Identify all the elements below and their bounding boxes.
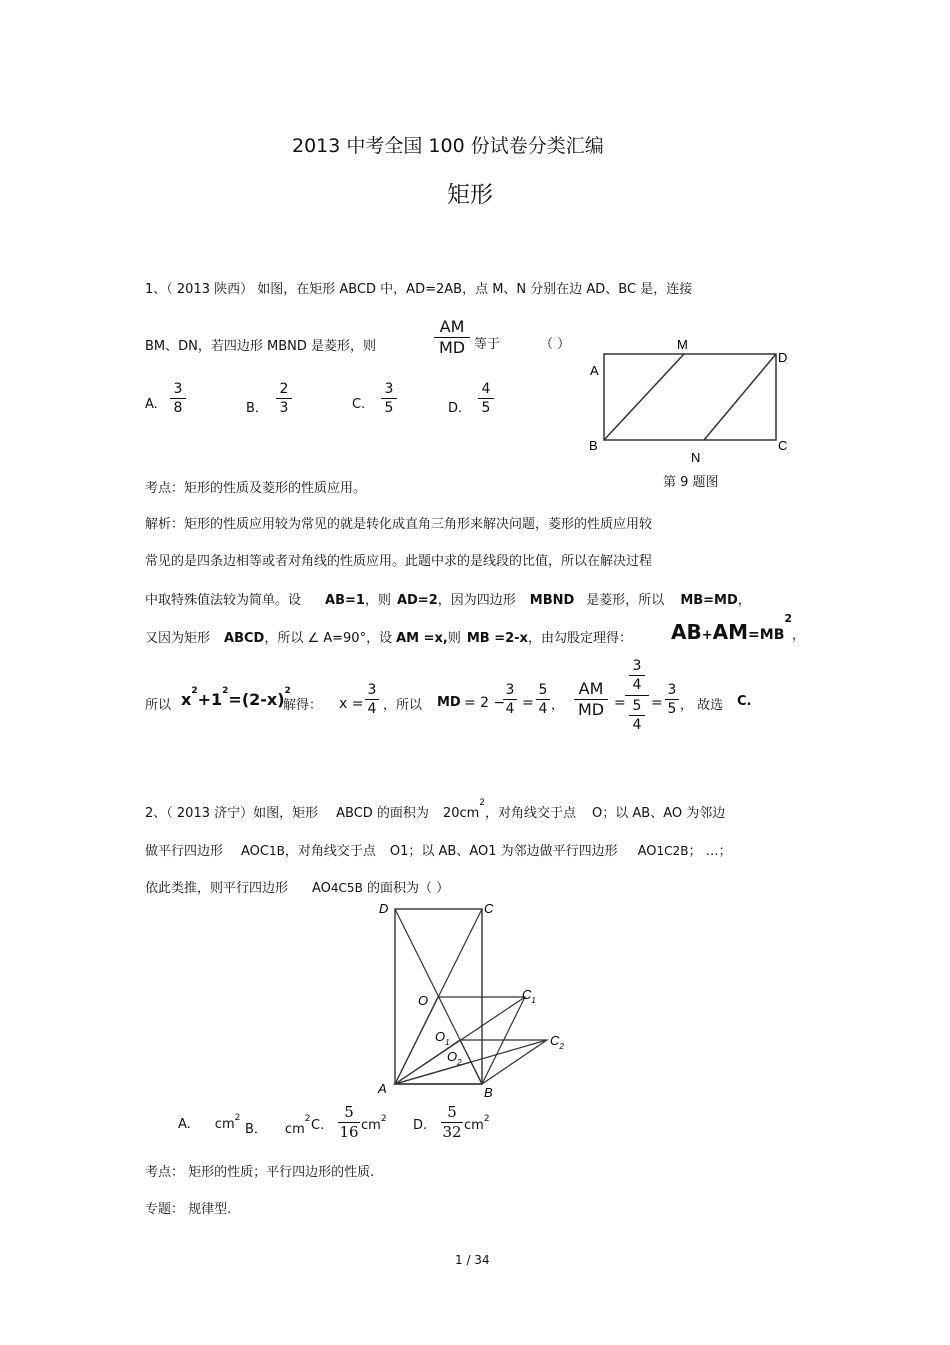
q1-frac-3-4-b: 3 4	[503, 682, 517, 717]
label-n: N	[691, 450, 701, 465]
q1-option-b-label: B．	[246, 401, 268, 416]
q1-frac-5-4: 5 4	[536, 682, 550, 717]
q1-suoyi: ，所以	[383, 698, 423, 713]
q1-option-a-frac: 3 8	[170, 381, 186, 416]
q2-kaodian: 考点： 矩形的性质；平行四边形的性质.	[145, 1165, 375, 1180]
segment-bm	[604, 354, 684, 440]
q1-answer: C.	[737, 694, 752, 709]
label-m: M	[677, 337, 688, 352]
q1-eq-sign-3: =	[651, 695, 663, 711]
q1-guxuan: ， 故选	[680, 698, 724, 713]
q1-jiexi-line3: 中取特殊值法较为简单。设 AB=1，则 AD=2，因为四边形 MBND 是菱形，所以 MB=MD，	[145, 593, 751, 608]
label-a: A	[590, 363, 599, 378]
q1-eq-sign-2: =	[614, 695, 626, 711]
q1-eq-sign-1: =	[522, 695, 534, 711]
label-c1: $C_1$	[522, 987, 536, 1005]
q2-option-d-label: D.	[413, 1118, 428, 1133]
page-number: 1 / 34	[455, 1253, 490, 1267]
q1-line1: 1、（ 2013 陕西） 如图，在矩形 ABCD 中，AD=2AB，点 M、N 分别在边 AD、BC 是，连接	[145, 282, 693, 297]
label-d: D	[778, 350, 788, 365]
q1-kaodian: 考点：矩形的性质及菱形的性质应用。	[145, 481, 367, 496]
q2-figure	[370, 895, 585, 1105]
label-o2: $O_2$	[447, 1049, 462, 1067]
segment-o2b	[471, 1062, 482, 1084]
q1-line2b: 等于	[474, 337, 501, 352]
q1-md-eq: = 2 −	[464, 695, 506, 711]
label-d: D	[379, 901, 389, 916]
q1-equation-2: $x^2+1^2=(2-x)^2$	[181, 686, 291, 709]
q1-option-d-frac: 4 5	[478, 381, 494, 416]
q2-option-b: B． $cm^2$	[245, 1114, 311, 1137]
q1-fraction-am-md: AM MD	[434, 318, 470, 358]
label-o1: $O_1$	[435, 1029, 450, 1047]
q1-jiexi-line1: 解析：矩形的性质应用较为常见的就是转化成直角三角形来解决问题，菱形的性质应用较	[145, 517, 653, 532]
q1-jiexi-line5a: 所以	[145, 698, 172, 713]
document-subtitle: 矩形	[447, 182, 493, 208]
q1-option-c-label: C.	[352, 397, 366, 412]
q1-option-a-label: A.	[145, 397, 158, 412]
q1-figure-caption: 第 9 题图	[663, 475, 719, 490]
q1-option-d-label: D．	[448, 401, 472, 416]
q1-solve-label: 解得：	[283, 698, 323, 713]
q1-frac-3-5: 3 5	[665, 682, 679, 717]
q1-frac-3-4: 3 4	[365, 682, 379, 717]
q1-paren: （ ）	[540, 337, 571, 352]
q2-option-c-label: C.	[311, 1118, 325, 1133]
label-o: O	[418, 993, 429, 1008]
q1-pythagoras-equation: $AB+AM=MB^2$，	[671, 612, 806, 644]
q1-md: MD	[437, 695, 461, 710]
q1-complex-fraction: 3 4 5 4	[629, 658, 645, 733]
label-c: C	[778, 438, 788, 453]
q1-line2a: BM、DN，若四边形 MBND 是菱形，则	[145, 339, 377, 354]
q2-line2: 做平行四边形 AOC1B，对角线交于点 O1；以 AB、AO1 为邻边做平行四边形 AO1C2B； …；	[145, 844, 732, 859]
rectangle-abcd	[604, 354, 776, 440]
label-a: A	[378, 1081, 387, 1096]
q2-option-d-unit: $cm^2$	[464, 1114, 490, 1133]
q1-jiexi-line2: 常见的是四条边相等或者对角线的性质应用。此题中求的是线段的比值，所以在解决过程	[145, 554, 653, 569]
label-b: B	[484, 1085, 493, 1100]
q1-figure	[580, 330, 800, 470]
q1-frac-am-md-2: AM MD	[574, 680, 608, 720]
label-b: B	[589, 438, 598, 453]
q1-x-eq: x =	[339, 696, 364, 712]
q1-option-b-frac: 2 3	[276, 381, 292, 416]
q2-option-c-unit: $cm^2$	[361, 1114, 387, 1133]
q1-option-c-frac: 3 5	[381, 381, 397, 416]
q2-option-c-frac: 5 16	[339, 1103, 359, 1142]
q2-option-a: A. $cm^2$	[178, 1113, 241, 1132]
label-c: C	[484, 901, 494, 916]
document-title: 2013 中考全国 100 份试卷分类汇编	[292, 135, 604, 157]
q1-comma: ，	[551, 698, 565, 713]
q2-option-d-frac: 5 32	[442, 1103, 462, 1142]
q2-zhuanti: 专题： 规律型.	[145, 1202, 232, 1217]
q2-line3: 依此类推，则平行四边形 AO4C5B 的面积为（ ）	[145, 881, 450, 896]
q2-line1: 2、（ 2013 济宁）如图，矩形 ABCD 的面积为 $20cm^2$，对角线交于点 O；以 AB、AO 为邻边	[145, 798, 726, 821]
segment-dn	[704, 354, 776, 440]
q1-jiexi-line4: 又因为矩形 ABCD，所以 ∠ A=90°，设 AM =x,则 MB =2-x，由勾股定理得：	[145, 631, 632, 646]
label-c2: $C_2$	[550, 1033, 564, 1051]
